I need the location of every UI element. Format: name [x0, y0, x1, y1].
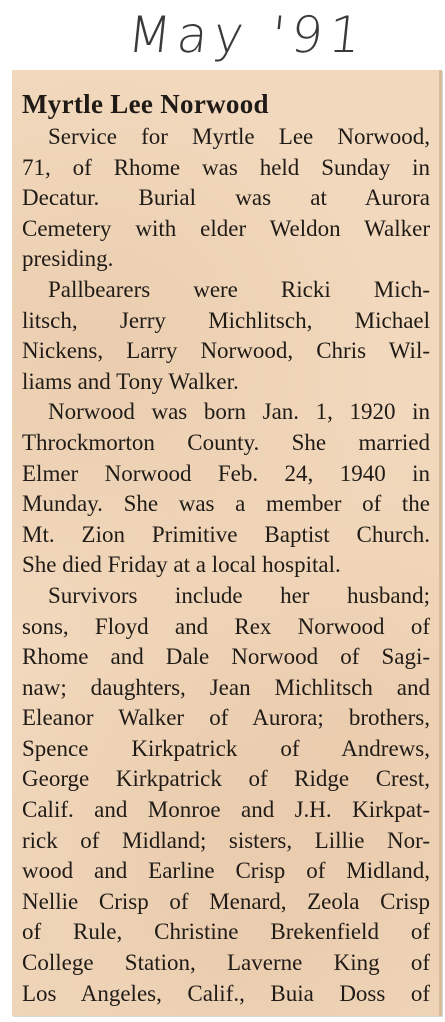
obituary-text-line: 71, of Rhome was held Sunday in [22, 154, 430, 180]
handwritten-date-note: May '91 [124, 6, 370, 64]
obituary-body [22, 122, 430, 1009]
obituary-text-line: of Rule, Christine Brekenfield of [22, 919, 430, 945]
obituary-text-line: Mt. Zion Primitive Baptist Church. [22, 521, 430, 547]
obituary-text-line: litsch, Jerry Michlitsch, Michael [22, 307, 430, 333]
obituary-text-line: George Kirkpatrick of Ridge Crest, [22, 766, 430, 792]
obituary-headline: Myrtle Lee Norwood [22, 89, 269, 119]
obituary-paragraph [22, 397, 430, 581]
clipping-edge [439, 70, 442, 1016]
obituary-paragraph [22, 275, 430, 397]
obituary-article [22, 88, 430, 1009]
newspaper-clipping [12, 70, 442, 1016]
obituary-text-line: rick of Midland; sisters, Lillie Nor- [22, 827, 430, 853]
obituary-text-line: liams and Tony Walker. [22, 368, 239, 394]
obituary-text-line: presiding. [22, 246, 114, 272]
obituary-text-line: Norwood was born Jan. 1, 1920 in [48, 399, 430, 425]
obituary-text-line: Service for Myrtle Lee Norwood, [48, 124, 430, 149]
obituary-text-line: Cemetery with elder Weldon Walker [22, 215, 430, 241]
obituary-text-line: Calif. and Monroe and J.H. Kirkpat- [22, 797, 430, 823]
obituary-text-line: Decatur. Burial was at Aurora [22, 185, 430, 211]
obituary-text-line: Elmer Norwood Feb. 24, 1940 in [22, 460, 430, 486]
obituary-text-line: Eleanor Walker of Aurora; brothers, [22, 705, 430, 731]
obituary-paragraph [22, 581, 430, 1009]
obituary-text-line: Rhome and Dale Norwood of Sagi- [22, 644, 430, 670]
obituary-text-line: Pallbearers were Ricki Mich- [48, 276, 430, 302]
obituary-text-line: wood and Earline Crisp of Midland, [22, 858, 430, 884]
obituary-text-line: She died Friday at a local hospital. [22, 552, 341, 578]
obituary-text-line: College Station, Laverne King of [22, 950, 430, 976]
obituary-text-line: Nellie Crisp of Menard, Zeola Crisp [22, 888, 430, 914]
obituary-text-line: sons, Floyd and Rex Norwood of [22, 613, 430, 639]
obituary-text-line: Throckmorton County. She married [22, 429, 430, 455]
obituary-paragraph [22, 122, 430, 275]
obituary-text-line: Spence Kirkpatrick of Andrews, [22, 735, 430, 761]
obituary-text-line: naw; daughters, Jean Michlitsch and [22, 674, 430, 700]
obituary-text-line: Los Angeles, Calif., Buia Doss of [22, 980, 430, 1006]
obituary-text-line: Munday. She was a member of the [22, 491, 430, 517]
obituary-text-line: Survivors include her husband; [48, 582, 430, 608]
obituary-text-line: Nickens, Larry Norwood, Chris Wil- [22, 338, 430, 364]
